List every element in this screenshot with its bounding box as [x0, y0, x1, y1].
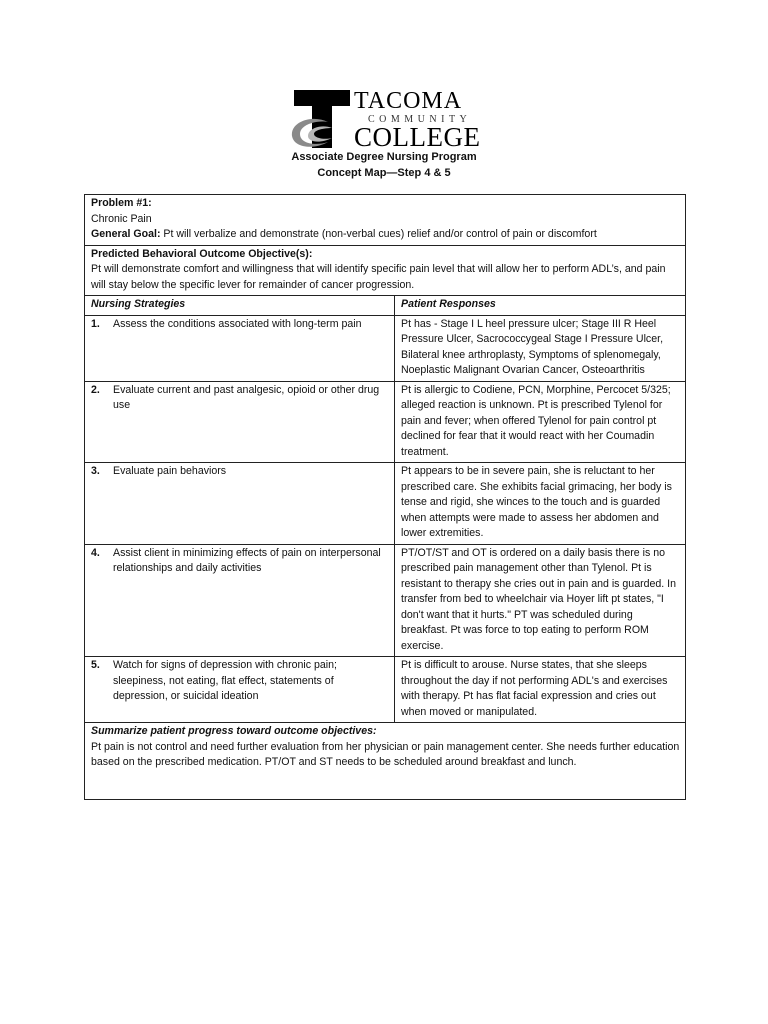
- concept-map-title: Concept Map—Step 4 & 5: [317, 167, 451, 179]
- outcome-row: [85, 245, 686, 296]
- column-header-responses: Patient Responses: [395, 296, 686, 316]
- problem-row: [85, 195, 686, 246]
- strategy-number: 5.: [91, 659, 100, 671]
- column-header-row: [85, 296, 686, 316]
- outcome-cell: [85, 245, 686, 296]
- summary-label: Summarize patient progress toward outcome objectives:: [91, 725, 377, 737]
- strategy-cell: [85, 463, 395, 545]
- college-logo: [288, 86, 488, 152]
- general-goal-label: General Goal:: [91, 228, 161, 240]
- table-row: [85, 463, 686, 545]
- strategy-number: 1.: [91, 317, 100, 330]
- table-row: [85, 657, 686, 723]
- logo-line-community: COMMUNITY: [368, 114, 472, 125]
- strategy-text: Assist client in minimizing effects of pain on interpersonal relationships and daily activities: [113, 546, 381, 574]
- summary-row: [85, 723, 686, 800]
- strategy-text: Assess the conditions associated with long-term pain: [113, 317, 362, 330]
- logo-line-tacoma: TACOMA: [354, 88, 463, 114]
- problem-cell: [85, 195, 686, 246]
- outcome-label: Predicted Behavioral Outcome Objective(s):: [91, 247, 313, 260]
- strategy-number: 4.: [91, 546, 100, 559]
- strategy-number: 2.: [91, 383, 100, 396]
- general-goal: [91, 227, 680, 243]
- response-cell: Pt is allergic to Codiene, PCN, Morphine, Percocet 5/325; alleged reaction is unknown. Pt is prescribed Tylenol for pain and fever; when offered Tylenol for pain control pt declined for fear that it would react with her Coumadin treatment.: [395, 381, 686, 463]
- concept-map-table: [84, 194, 686, 800]
- problem-name: Chronic Pain: [91, 212, 152, 225]
- strategy-text: Evaluate pain behaviors: [113, 465, 227, 477]
- response-cell: Pt has - Stage I L heel pressure ulcer; Stage III R Heel Pressure Ulcer, Sacrococcygeal Stage I Pressure Ulcer, Bilateral knee arthroplasty, Symptoms of splenomegaly, Noeplastic Malignant Ovarian Cancer, Osteoarthritis: [395, 315, 686, 381]
- column-header-strategies: Nursing Strategies: [85, 296, 395, 316]
- strategy-cell: [85, 544, 395, 657]
- program-title: Associate Degree Nursing Program: [291, 151, 477, 163]
- response-cell: PT/OT/ST and OT is ordered on a daily basis there is no prescribed pain management other than Tylenol. Pt is resistant to therapy she cries out in pain and is guarded. In transfer from bed to wheelchair via Hoyer lift pt states, "I don't want that it hurts." PT was scheduled during breakfast. Pt was force to top eating to perform ROM exercise.: [395, 544, 686, 657]
- college-logo-emblem-icon: [288, 86, 354, 152]
- strategy-text: Watch for signs of depression with chronic pain; sleepiness, not eating, flat effect, statements of depression, or suicidal ideation: [113, 659, 337, 702]
- problem-label: Problem #1:: [91, 197, 152, 209]
- strategy-cell: [85, 381, 395, 463]
- general-goal-text: Pt will verbalize and demonstrate (non-verbal cues) relief and/or control of pain or discomfort: [160, 228, 597, 240]
- table-row: [85, 381, 686, 463]
- outcome-text: Pt will demonstrate comfort and willingness that will identify specific pain level that will allow her to perform ADL’s, and pain will stay below the specific lever for remainder of cancer progression.: [91, 263, 666, 291]
- logo-line-college: COLLEGE: [354, 122, 481, 152]
- summary-cell: [85, 723, 686, 800]
- response-cell: Pt is difficult to arouse. Nurse states, that she sleeps throughout the day if not performing ADL's and exercises with therapy. Pt has flat facial expression and cries out when moved or manipulated.: [395, 657, 686, 723]
- strategy-cell: [85, 315, 395, 381]
- strategy-number: 3.: [91, 465, 100, 477]
- strategy-text: Evaluate current and past analgesic, opioid or other drug use: [113, 383, 380, 411]
- table-row: [85, 544, 686, 657]
- table-row: [85, 315, 686, 381]
- response-cell: Pt appears to be in severe pain, she is reluctant to her prescribed care. She exhibits facial grimacing, her body is tense and rigid, she winces to the touch and is guarded when attempts were made to assess her abdomen and lower extremities.: [395, 463, 686, 545]
- strategy-cell: [85, 657, 395, 723]
- summary-text: Pt pain is not control and need further evaluation from her physician or pain management center. She needs further education based on the prescribed medication. PT/OT and ST needs to be scheduled around breakfast and lunch.: [91, 740, 680, 768]
